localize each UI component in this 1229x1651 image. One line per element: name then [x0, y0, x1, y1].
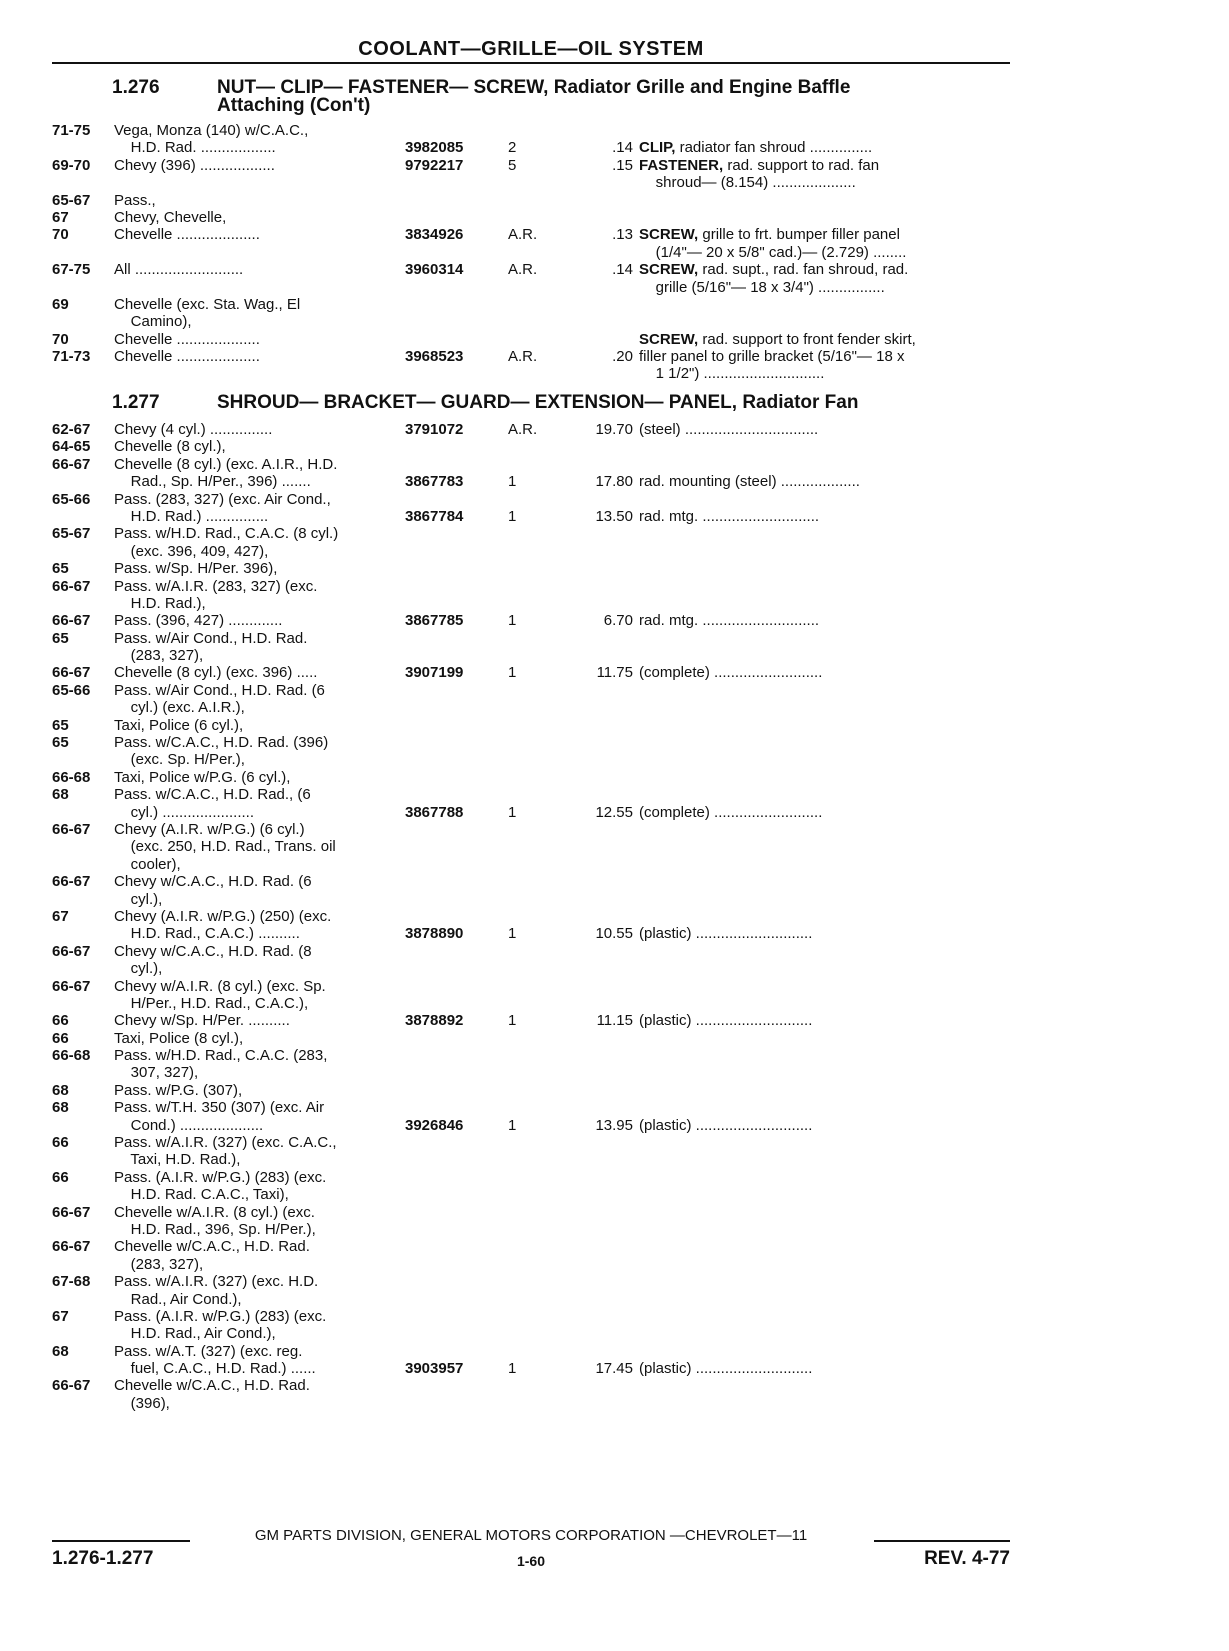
year-range: 66-67 — [52, 1377, 91, 1395]
application-description: (283, 327), — [114, 1255, 204, 1273]
quantity: 1 — [508, 925, 517, 943]
quantity: 2 — [508, 139, 517, 157]
application-description: Taxi, H.D. Rad.), — [114, 1151, 241, 1169]
list-price: 17.80 — [595, 473, 633, 491]
table-row — [52, 122, 1010, 139]
table-row — [52, 1134, 1010, 1151]
application-description: Pass. w/A.T. (327) (exc. reg. — [114, 1342, 303, 1360]
application-description: Pass. w/Sp. H/Per. 396), — [114, 560, 278, 578]
part-name — [639, 157, 1009, 174]
table-row — [52, 769, 1010, 786]
application-description: Chevy (A.I.R. w/P.G.) (250) (exc. — [114, 907, 332, 925]
part-number: 3878890 — [405, 925, 464, 943]
application-description: Pass. w/C.A.C., H.D. Rad., (6 — [114, 786, 311, 804]
table-row — [52, 995, 1010, 1012]
application-description: Cond.) .................... — [114, 1116, 264, 1134]
year-range: 66 — [52, 1029, 69, 1047]
table-row — [52, 1082, 1010, 1099]
application-description: Chevelle (8 cyl.), — [114, 438, 226, 456]
part-name-text: filler panel to grille bracket (5/16"— 18 x — [639, 348, 905, 366]
application-description: Pass. w/A.I.R. (327) (exc. C.A.C., — [114, 1134, 337, 1152]
part-name-text: (steel) ................................ — [639, 421, 819, 438]
part-name — [639, 348, 1009, 365]
application-description: Pass. w/P.G. (307), — [114, 1081, 243, 1099]
application-description: Pass. w/Air Cond., H.D. Rad. — [114, 629, 308, 647]
footer-publisher: GM PARTS DIVISION, GENERAL MOTORS CORPORATION —CHEVROLET—11 — [254, 1527, 808, 1544]
quantity: 1 — [508, 1360, 517, 1378]
table-row — [52, 1343, 1010, 1360]
year-range: 65 — [52, 629, 69, 647]
table-row — [52, 421, 1010, 438]
part-name — [639, 1117, 1009, 1134]
year-range: 65 — [52, 716, 69, 734]
table-row — [52, 1186, 1010, 1203]
application-description: Chevelle .................... — [114, 348, 260, 366]
table-row — [52, 1221, 1010, 1238]
part-number: 9792217 — [405, 156, 464, 174]
part-name — [639, 226, 1009, 243]
section-number: 1.277 — [112, 392, 160, 413]
application-description: Pass. w/H.D. Rad., C.A.C. (283, — [114, 1047, 328, 1065]
application-description: Chevy (A.I.R. w/P.G.) (6 cyl.) — [114, 820, 305, 838]
table-row — [52, 925, 1010, 942]
application-description: Chevy, Chevelle, — [114, 208, 227, 226]
year-range: 66-67 — [52, 820, 91, 838]
year-range: 70 — [52, 330, 69, 348]
table-row — [52, 821, 1010, 838]
application-description: Pass. (396, 427) ............. — [114, 612, 283, 630]
part-name — [639, 279, 1009, 296]
year-range: 66-67 — [52, 873, 91, 891]
footer-section-range: 1.276-1.277 — [52, 1548, 154, 1569]
part-name-text: rad. mtg. ............................ — [639, 612, 820, 630]
table-row — [52, 612, 1010, 629]
list-price: .20 — [612, 348, 633, 366]
part-name-text: rad. mtg. ............................ — [639, 507, 820, 525]
part-number: 3791072 — [405, 421, 464, 438]
part-number: 3834926 — [405, 226, 464, 244]
application-description: Chevelle w/A.I.R. (8 cyl.) (exc. — [114, 1203, 315, 1221]
part-name — [639, 365, 1009, 382]
part-name — [639, 664, 1009, 681]
year-range: 65-67 — [52, 525, 91, 543]
list-price: .14 — [612, 261, 633, 279]
table-row — [52, 960, 1010, 977]
part-name — [639, 612, 1009, 629]
application-description: Chevelle (8 cyl.) (exc. 396) ..... — [114, 664, 318, 682]
part-name-text: (plastic) ............................ — [639, 1012, 813, 1030]
application-description: Vega, Monza (140) w/C.A.C., — [114, 122, 309, 139]
part-name-bold: CLIP, — [639, 139, 676, 157]
table-row — [52, 908, 1010, 925]
year-range: 66-68 — [52, 768, 91, 786]
application-description: (396), — [114, 1394, 170, 1412]
year-range: 67-68 — [52, 1273, 91, 1291]
table-row — [52, 226, 1010, 243]
quantity: A.R. — [508, 348, 538, 366]
table-row — [52, 1117, 1010, 1134]
list-price: .15 — [612, 156, 633, 174]
part-name — [639, 421, 1009, 438]
application-description: (exc. Sp. H/Per.), — [114, 751, 245, 769]
part-number: 3867783 — [405, 473, 464, 491]
quantity: A.R. — [508, 261, 538, 279]
year-range: 66-67 — [52, 1238, 91, 1256]
application-description: Pass. w/H.D. Rad., C.A.C. (8 cyl.) — [114, 525, 339, 543]
application-description: Rad., Air Cond.), — [114, 1290, 242, 1308]
part-name-text: (complete) .......................... — [639, 803, 823, 821]
part-number: 3960314 — [405, 261, 464, 279]
table-row — [52, 838, 1010, 855]
table-row — [52, 717, 1010, 734]
year-range: 65 — [52, 734, 69, 752]
table-row — [52, 508, 1010, 525]
table-row — [52, 804, 1010, 821]
application-description: (exc. 396, 409, 427), — [114, 542, 269, 560]
list-price: 13.95 — [595, 1116, 633, 1134]
part-name-text: grille (5/16"— 18 x 3/4") ................ — [639, 278, 885, 296]
table-row — [52, 438, 1010, 455]
footer-revision: REV. 4-77 — [924, 1548, 1010, 1569]
quantity: A.R. — [508, 421, 538, 438]
part-number: 3982085 — [405, 139, 464, 157]
list-price: 11.75 — [596, 664, 633, 682]
year-range: 70 — [52, 226, 69, 244]
quantity: 1 — [508, 803, 517, 821]
year-range: 67 — [52, 1307, 69, 1325]
list-price: 11.15 — [596, 1012, 633, 1030]
part-name — [639, 1012, 1009, 1029]
table-row — [52, 313, 1010, 330]
table-row — [52, 630, 1010, 647]
section-title: SHROUD— BRACKET— GUARD— EXTENSION— PANEL, Radiator Fan — [217, 392, 859, 413]
year-range: 64-65 — [52, 438, 91, 456]
footer-page-number: 1-60 — [516, 1553, 546, 1569]
year-range: 66-67 — [52, 942, 91, 960]
part-name — [639, 244, 1009, 261]
part-name-bold: SCREW, — [639, 261, 699, 279]
year-range: 66-67 — [52, 455, 91, 473]
year-range: 66-67 — [52, 577, 91, 595]
application-description: cyl.) ...................... — [114, 803, 255, 821]
part-name-text: (complete) .......................... — [639, 664, 823, 682]
table-row — [52, 647, 1010, 664]
header-rule — [52, 62, 1010, 64]
catalog-page — [52, 0, 1010, 1651]
table-row — [52, 1064, 1010, 1081]
part-name — [639, 804, 1009, 821]
application-description: Pass. w/A.I.R. (327) (exc. H.D. — [114, 1273, 319, 1291]
year-range: 69 — [52, 295, 69, 313]
year-range: 67 — [52, 907, 69, 925]
part-name-text: grille to frt. bumper filler panel — [698, 226, 900, 244]
part-name-bold: SCREW, — [639, 226, 699, 244]
application-description: cooler), — [114, 855, 181, 873]
part-name — [639, 508, 1009, 525]
year-range: 68 — [52, 1081, 69, 1099]
part-name-text: (plastic) ............................ — [639, 925, 813, 943]
part-name-text: 1 1/2") ............................. — [639, 365, 825, 383]
application-description: cyl.), — [114, 960, 163, 978]
table-row — [52, 1151, 1010, 1168]
application-description: Taxi, Police (6 cyl.), — [114, 716, 244, 734]
part-name — [639, 1360, 1009, 1377]
table-row — [52, 1360, 1010, 1377]
table-row — [52, 491, 1010, 508]
application-description: (exc. 250, H.D. Rad., Trans. oil — [114, 838, 336, 856]
table-row — [52, 699, 1010, 716]
quantity: 1 — [508, 507, 517, 525]
table-row — [52, 578, 1010, 595]
application-description: Chevelle w/C.A.C., H.D. Rad. — [114, 1238, 310, 1256]
year-range: 65 — [52, 560, 69, 578]
table-row — [52, 192, 1010, 209]
part-number: 3867784 — [405, 507, 464, 525]
application-description: Taxi, Police w/P.G. (6 cyl.), — [114, 768, 291, 786]
part-name — [639, 261, 1009, 278]
quantity: 1 — [508, 1116, 517, 1134]
part-name-bold: SCREW, — [639, 330, 699, 348]
application-description: H.D. Rad. .................. — [114, 139, 276, 157]
application-description: 307, 327), — [114, 1064, 199, 1082]
table-row — [52, 595, 1010, 612]
section-number: 1.276 — [112, 77, 160, 98]
list-price: 17.45 — [595, 1360, 633, 1378]
part-name-text: radiator fan shroud ............... — [675, 139, 873, 157]
application-description: Pass. w/A.I.R. (283, 327) (exc. — [114, 577, 318, 595]
table-row — [52, 1238, 1010, 1255]
list-price: 10.55 — [595, 925, 633, 943]
year-range: 66-67 — [52, 612, 91, 630]
table-row — [52, 1204, 1010, 1221]
table-row — [52, 786, 1010, 803]
table-row — [52, 348, 1010, 365]
table-row — [52, 1012, 1010, 1029]
application-description: H.D. Rad., C.A.C.) .......... — [114, 925, 300, 943]
application-description: Chevy w/Sp. H/Per. .......... — [114, 1012, 290, 1030]
application-description: Chevelle (8 cyl.) (exc. A.I.R., H.D. — [114, 455, 338, 473]
table-row — [52, 682, 1010, 699]
year-range: 66 — [52, 1012, 69, 1030]
year-range: 68 — [52, 1342, 69, 1360]
year-range: 65-66 — [52, 681, 91, 699]
table-row — [52, 734, 1010, 751]
application-description: Chevelle w/C.A.C., H.D. Rad. — [114, 1377, 310, 1395]
table-row — [52, 209, 1010, 226]
table-row — [52, 365, 1010, 382]
application-description: Chevy (396) .................. — [114, 156, 275, 174]
table-row — [52, 856, 1010, 873]
part-name-text: (plastic) ............................ — [639, 1360, 813, 1378]
year-range: 71-75 — [52, 122, 91, 139]
application-description: Pass. w/C.A.C., H.D. Rad. (396) — [114, 734, 329, 752]
part-name — [639, 331, 1009, 348]
year-range: 69-70 — [52, 156, 91, 174]
year-range: 66 — [52, 1168, 69, 1186]
part-name — [639, 139, 1009, 156]
application-description: Pass. (283, 327) (exc. Air Cond., — [114, 490, 331, 508]
application-description: Pass. w/Air Cond., H.D. Rad. (6 — [114, 681, 325, 699]
quantity: 1 — [508, 473, 517, 491]
application-description: Chevy w/C.A.C., H.D. Rad. (8 — [114, 942, 312, 960]
application-description: Rad., Sp. H/Per., 396) ....... — [114, 473, 311, 491]
table-row — [52, 1256, 1010, 1273]
table-row — [52, 891, 1010, 908]
year-range: 66-68 — [52, 1047, 91, 1065]
application-description: All .......................... — [114, 261, 244, 279]
table-row — [52, 1169, 1010, 1186]
application-description: cyl.) (exc. A.I.R.), — [114, 699, 245, 717]
part-number: 3968523 — [405, 348, 464, 366]
part-name — [639, 925, 1009, 942]
application-description: Chevy w/C.A.C., H.D. Rad. (6 — [114, 873, 312, 891]
application-description: Pass. (A.I.R. w/P.G.) (283) (exc. — [114, 1307, 327, 1325]
application-description: Chevy (4 cyl.) ............... — [114, 421, 273, 438]
part-name-bold: FASTENER, — [639, 156, 724, 174]
table-row — [52, 873, 1010, 890]
table-row — [52, 279, 1010, 296]
part-name — [639, 174, 1009, 191]
quantity: A.R. — [508, 226, 538, 244]
list-price: .13 — [612, 226, 633, 244]
page-header-title: COOLANT—GRILLE—OIL SYSTEM — [358, 38, 704, 60]
list-price: 13.50 — [595, 507, 633, 525]
application-description: Pass., — [114, 191, 156, 209]
table-row — [52, 1030, 1010, 1047]
parts-table-1277 — [52, 421, 1010, 1412]
part-name-text: shroud— (8.154) .................... — [639, 174, 856, 192]
table-row — [52, 664, 1010, 681]
year-range: 62-67 — [52, 421, 91, 438]
application-description: H/Per., H.D. Rad., C.A.C.), — [114, 994, 309, 1012]
year-range: 66-67 — [52, 664, 91, 682]
application-description: (283, 327), — [114, 647, 204, 665]
part-name — [639, 473, 1009, 490]
application-description: H.D. Rad. C.A.C., Taxi), — [114, 1186, 289, 1204]
list-price: 6.70 — [603, 612, 633, 630]
table-row — [52, 174, 1010, 191]
table-row — [52, 139, 1010, 156]
quantity: 1 — [508, 1012, 517, 1030]
quantity: 1 — [508, 664, 517, 682]
part-name-text: rad. mounting (steel) ................... — [639, 473, 860, 491]
application-description: fuel, C.A.C., H.D. Rad.) ...... — [114, 1360, 316, 1378]
table-row — [52, 1291, 1010, 1308]
year-range: 67-75 — [52, 261, 91, 279]
part-number: 3878892 — [405, 1012, 464, 1030]
table-row — [52, 157, 1010, 174]
year-range: 68 — [52, 1099, 69, 1117]
part-name-text: rad. support to front fender skirt, — [698, 330, 916, 348]
table-row — [52, 525, 1010, 542]
table-row — [52, 1273, 1010, 1290]
table-row — [52, 1395, 1010, 1412]
table-row — [52, 1047, 1010, 1064]
table-row — [52, 560, 1010, 577]
part-name-text: (1/4"— 20 x 5/8" cad.)— (2.729) ........ — [639, 243, 907, 261]
application-description: Pass. (A.I.R. w/P.G.) (283) (exc. — [114, 1168, 327, 1186]
application-description: H.D. Rad., 396, Sp. H/Per.), — [114, 1220, 316, 1238]
quantity: 5 — [508, 156, 517, 174]
application-description: H.D. Rad.) ............... — [114, 507, 269, 525]
quantity: 1 — [508, 612, 517, 630]
application-description: Pass. w/T.H. 350 (307) (exc. Air — [114, 1099, 325, 1117]
year-range: 68 — [52, 786, 69, 804]
table-row — [52, 1099, 1010, 1116]
year-range: 66-67 — [52, 1203, 91, 1221]
table-row — [52, 751, 1010, 768]
table-row — [52, 1325, 1010, 1342]
part-name-text: (plastic) ............................ — [639, 1116, 813, 1134]
table-row — [52, 331, 1010, 348]
list-price: 19.70 — [595, 421, 633, 438]
list-price: 12.55 — [595, 803, 633, 821]
table-row — [52, 978, 1010, 995]
part-name-text: rad. supt., rad. fan shroud, rad. — [698, 261, 909, 279]
table-row — [52, 473, 1010, 490]
parts-table-1276 — [52, 122, 1010, 383]
year-range: 66-67 — [52, 977, 91, 995]
year-range: 65-66 — [52, 490, 91, 508]
year-range: 65-67 — [52, 191, 91, 209]
table-row — [52, 244, 1010, 261]
application-description: Taxi, Police (8 cyl.), — [114, 1029, 244, 1047]
application-description: Chevelle .................... — [114, 226, 260, 244]
application-description: Chevelle (exc. Sta. Wag., El — [114, 295, 301, 313]
table-row — [52, 543, 1010, 560]
table-row — [52, 1377, 1010, 1394]
part-number: 3867788 — [405, 803, 464, 821]
application-description: Camino), — [114, 313, 192, 331]
table-row — [52, 1308, 1010, 1325]
year-range: 67 — [52, 208, 69, 226]
part-number: 3926846 — [405, 1116, 464, 1134]
part-number: 3903957 — [405, 1360, 464, 1378]
table-row — [52, 296, 1010, 313]
section-title-line2: Attaching (Con't) — [217, 95, 371, 116]
table-row — [52, 456, 1010, 473]
application-description: H.D. Rad.), — [114, 594, 206, 612]
part-name-text: rad. support to rad. fan — [723, 156, 880, 174]
part-number: 3907199 — [405, 664, 464, 682]
table-row — [52, 943, 1010, 960]
application-description: H.D. Rad., Air Cond.), — [114, 1325, 276, 1343]
list-price: .14 — [612, 139, 633, 157]
year-range: 66 — [52, 1134, 69, 1152]
application-description: Chevelle .................... — [114, 330, 260, 348]
part-number: 3867785 — [405, 612, 464, 630]
year-range: 71-73 — [52, 348, 91, 366]
application-description: cyl.), — [114, 890, 163, 908]
section-title: NUT— CLIP— FASTENER— SCREW, Radiator Grille and Engine Baffle — [217, 77, 851, 98]
application-description: Chevy w/A.I.R. (8 cyl.) (exc. Sp. — [114, 977, 326, 995]
table-row — [52, 261, 1010, 278]
